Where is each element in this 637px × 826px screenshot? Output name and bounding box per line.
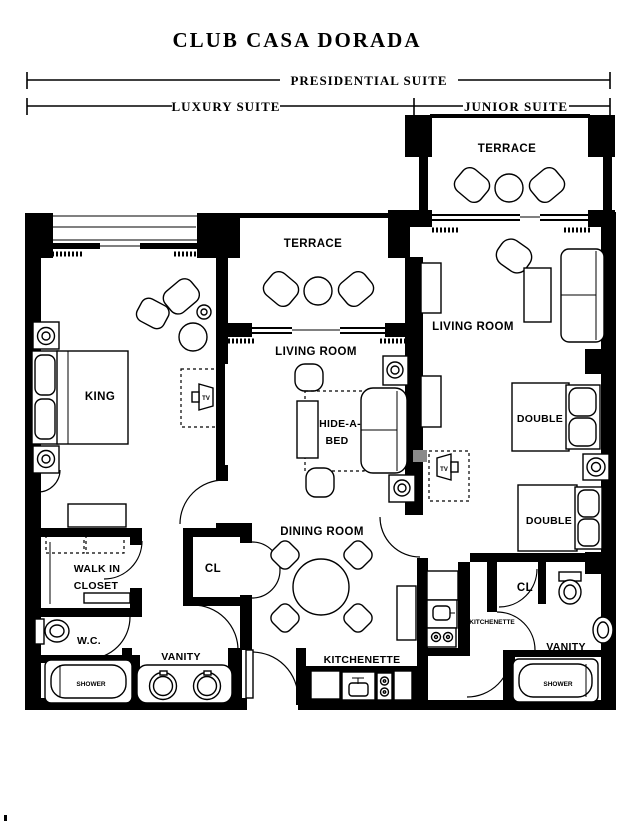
hide-a-bed-label-1: HIDE-A- <box>319 418 361 430</box>
presidential-suite-label: PRESIDENTIAL SUITE <box>290 73 448 88</box>
pillow-icon <box>569 418 596 446</box>
junior-suite-label: JUNIOR SUITE <box>463 99 569 114</box>
pillow-icon <box>569 388 596 416</box>
side-table <box>389 475 415 502</box>
terrace-right-furniture <box>451 164 569 206</box>
kitchenette-right-label: KITCHENETTE <box>469 619 515 626</box>
walkin-closet-label-1: WALK IN <box>73 563 121 575</box>
chair-icon <box>306 468 334 497</box>
walkin-closet-label-2: CLOSET <box>73 580 119 592</box>
double-upper-label: DOUBLE <box>516 413 564 425</box>
terrace-center-label: TERRACE <box>283 238 343 250</box>
vanity-right-label: VANITY <box>546 641 586 653</box>
toilet-icon <box>559 572 581 604</box>
kitchenette-center-appliances <box>306 666 418 704</box>
dimension-luxury-junior <box>27 97 610 115</box>
tv-king-label: TV <box>202 396 210 402</box>
dresser <box>68 504 126 527</box>
chair-icon <box>341 538 375 572</box>
dresser <box>421 376 441 427</box>
toilet-icon <box>35 619 69 644</box>
shelf <box>84 593 130 603</box>
pillow-icon <box>35 355 55 395</box>
chair-icon <box>260 268 303 310</box>
sink-icon <box>593 617 613 643</box>
hide-a-bed-label-2: BED <box>325 435 349 447</box>
pillow-icon <box>35 399 55 439</box>
dining-table <box>293 559 349 615</box>
chair-icon <box>295 364 323 391</box>
junior-bedroom-furniture <box>421 376 609 551</box>
vanity-corridor-door <box>193 605 238 650</box>
table-icon <box>304 277 332 305</box>
console-table <box>421 263 441 313</box>
closet-right-label: CL <box>516 582 534 594</box>
terrace-center-furniture <box>260 268 378 310</box>
chair-icon <box>341 601 375 635</box>
entry-door-leaf <box>246 650 253 698</box>
king-bedroom-furniture <box>32 275 217 527</box>
fridge-icon <box>427 571 458 600</box>
living-room-center-furniture <box>295 356 427 502</box>
chair-icon <box>268 538 302 572</box>
chair-icon <box>268 601 302 635</box>
shower-right-label: SHOWER <box>543 681 573 688</box>
shower-left-label: SHOWER <box>76 681 106 688</box>
stove-icon <box>427 628 456 647</box>
closet-left-label: CL <box>204 563 222 575</box>
pillow-icon <box>578 490 599 517</box>
hide-a-bed-sofa <box>297 388 407 473</box>
dimension-presidential <box>27 71 610 89</box>
dining-room-label: DINING ROOM <box>280 526 364 538</box>
closet-left-door-lower <box>252 570 280 598</box>
tv-junior-label: TV <box>440 467 448 473</box>
terrace-right-label: TERRACE <box>477 143 537 155</box>
lamp-icon <box>197 305 211 319</box>
header <box>27 28 610 115</box>
sink-icon <box>342 672 375 700</box>
tv-icon <box>429 451 469 501</box>
wall-connector <box>413 450 427 462</box>
chair-icon <box>451 164 494 206</box>
junior-vanity-door <box>497 612 535 650</box>
living-room-right-label: LIVING ROOM <box>432 321 514 333</box>
dining-room-furniture <box>268 538 416 640</box>
coffee-table <box>524 268 551 322</box>
king-label: KING <box>84 391 116 403</box>
luxury-suite-label: LUXURY SUITE <box>171 99 281 114</box>
kitchenette-center-label: KITCHENETTE <box>323 654 401 666</box>
coffee-table <box>297 401 318 458</box>
sink-icon <box>427 600 457 628</box>
table-icon <box>179 323 207 351</box>
table-icon <box>495 174 523 202</box>
double-lower-label: DOUBLE <box>525 515 573 527</box>
page-title: CLUB CASA DORADA <box>172 28 422 52</box>
pillow-icon <box>578 519 599 546</box>
stove-icon <box>377 673 392 700</box>
living-room-center-label: LIVING ROOM <box>275 346 357 358</box>
vanity-left-counter <box>137 665 232 703</box>
entry-door-arc <box>252 652 298 698</box>
wc-label: W.C. <box>77 635 101 647</box>
king-bedroom-door <box>180 480 224 524</box>
counter <box>397 586 416 640</box>
kitchenette-right-appliances <box>427 571 458 647</box>
chair-icon <box>526 164 569 206</box>
vanity-left-label: VANITY <box>161 651 201 663</box>
chair-icon <box>335 268 378 310</box>
sofa-icon <box>561 249 604 342</box>
tv-icon <box>181 369 217 427</box>
dining-entry-door <box>380 517 420 557</box>
stray-mark <box>4 815 7 821</box>
